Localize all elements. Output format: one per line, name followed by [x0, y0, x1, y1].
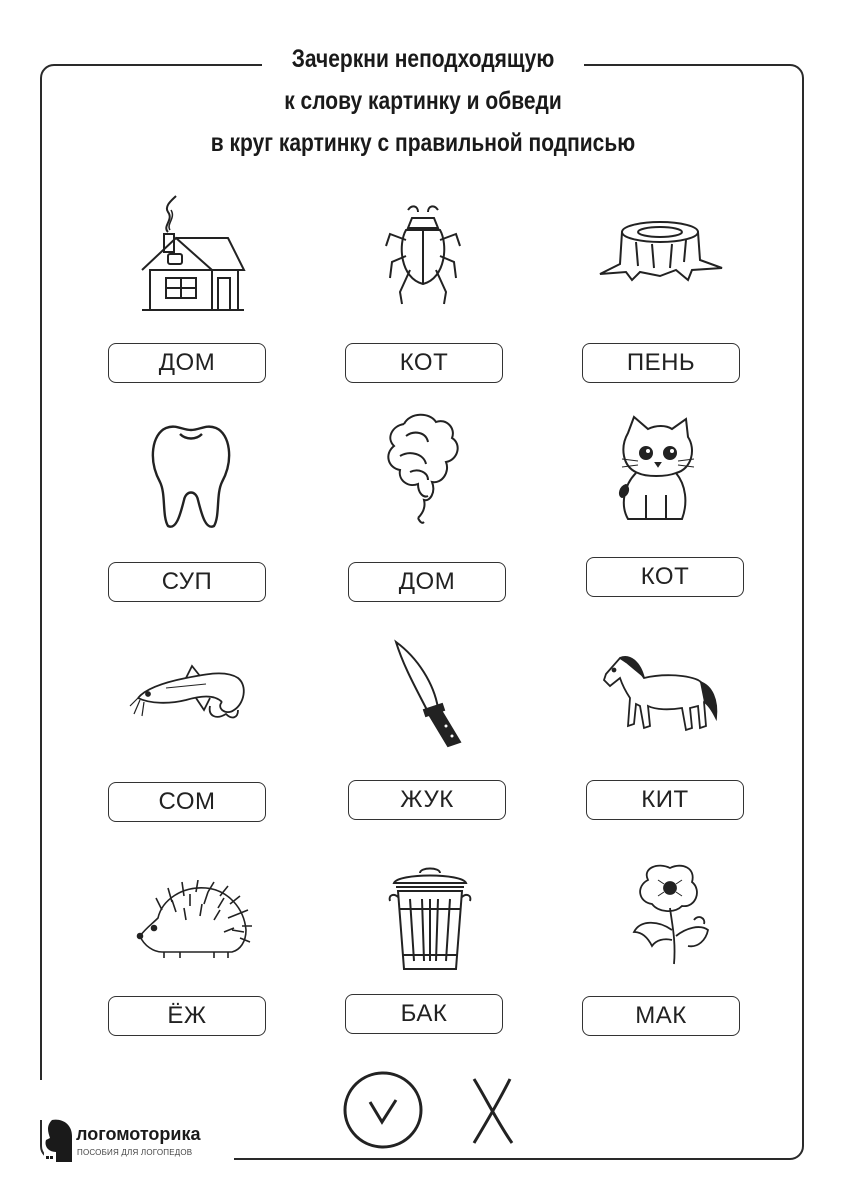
- house-icon: [138, 190, 248, 315]
- word-label: КОТ: [586, 557, 744, 597]
- word-label: КОТ: [345, 343, 503, 383]
- word-label: МАК: [582, 996, 740, 1036]
- word-label: ДОМ: [108, 343, 266, 383]
- beetle-icon: [382, 200, 464, 308]
- cross-icon: [468, 1075, 518, 1147]
- smoke-icon: [380, 410, 476, 526]
- title-line-2: к слову картинку и обведи: [284, 87, 562, 115]
- word-label: ДОМ: [348, 562, 506, 602]
- catfish-icon: [126, 658, 250, 728]
- stump-icon: [596, 218, 728, 290]
- circle-check-icon: [342, 1070, 426, 1152]
- word-label: ЁЖ: [108, 996, 266, 1036]
- logo-icon: [44, 1118, 74, 1166]
- word-label: ЖУК: [348, 780, 506, 820]
- title-line-3: в круг картинку с правильной подписью: [210, 129, 636, 157]
- word-label: БАК: [345, 994, 503, 1034]
- horse-icon: [600, 652, 722, 734]
- brand-tagline: ПОСОБИЯ ДЛЯ ЛОГОПЕДОВ: [77, 1148, 193, 1157]
- knife-icon: [390, 638, 466, 750]
- word-label: КИТ: [586, 780, 744, 820]
- word-label: СОМ: [108, 782, 266, 822]
- word-label: ПЕНЬ: [582, 343, 740, 383]
- kitten-icon: [612, 415, 704, 527]
- page-title: [194, 38, 653, 164]
- tooth-icon: [146, 420, 236, 532]
- word-label: СУП: [108, 562, 266, 602]
- hedgehog-icon: [132, 880, 252, 960]
- title-line-1: Зачеркни неподходящую: [291, 45, 555, 73]
- brand-name: логомоторика: [76, 1124, 201, 1144]
- poppy-icon: [628, 860, 718, 970]
- trash-can-icon: [384, 865, 476, 975]
